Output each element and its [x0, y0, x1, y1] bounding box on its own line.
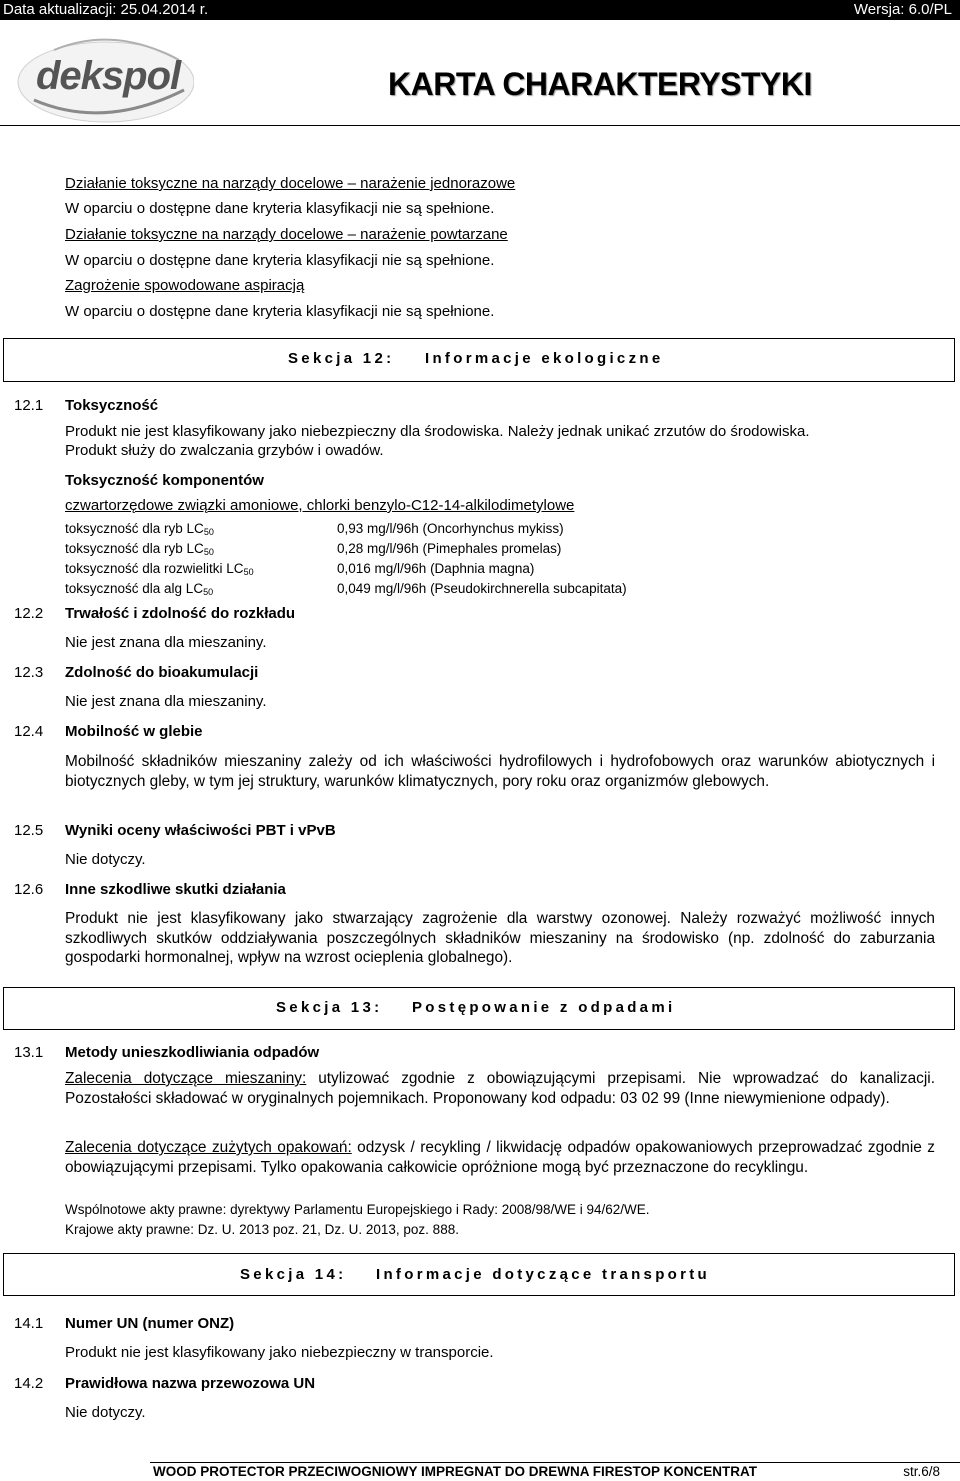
- toxicity-value: 0,28 mg/l/96h (Pimephales promelas): [337, 541, 562, 556]
- page-number: str.6/8: [903, 1464, 940, 1479]
- footer-product-name: WOOD PROTECTOR PRZECIWOGNIOWY IMPREGNAT DO DREWNA FIRESTOP KONCENTRAT: [153, 1464, 758, 1479]
- national-law: Krajowe akty prawne: Dz. U. 2013 poz. 21, Dz. U. 2013, poz. 888.: [65, 1222, 459, 1237]
- section-12-subtitle: Informacje ekologiczne: [425, 350, 664, 367]
- toxicity-label-subscript: 50: [243, 567, 254, 577]
- toxicity-label: toksyczność dla ryb LC: [65, 521, 204, 536]
- toxicity-label-subscript: 50: [203, 587, 214, 597]
- logo-text: dekspol: [36, 54, 181, 98]
- s13-1-heading: Metody unieszkodliwiania odpadów: [65, 1044, 320, 1061]
- s12-6-heading: Inne szkodliwe skutki działania: [65, 881, 286, 898]
- s12-3-heading: Zdolność do bioakumulacji: [65, 664, 259, 681]
- toxicity-row: [65, 579, 685, 599]
- section-12-title: Sekcja 12:: [288, 350, 395, 367]
- s12-1-text-b: Produkt służy do zwalczania grzybów i owadów.: [65, 442, 384, 459]
- components-heading: Toksyczność komponentów: [65, 472, 264, 489]
- s12-1-text: Produkt nie jest klasyfikowany jako niebezpieczny dla środowiska. Należy jednak unikać zrzutów do środowiska.: [65, 423, 810, 440]
- mixture-recommendation-label: Zalecenia dotyczące mieszaniny:: [65, 1070, 307, 1087]
- toxicity-value: 0,049 mg/l/96h (Pseudokirchnerella subcapitata): [337, 581, 627, 596]
- section-13-subtitle: Postępowanie z odpadami: [412, 999, 676, 1016]
- section-14-title: Sekcja 14:: [240, 1266, 347, 1283]
- toxicity-label-subscript: 50: [203, 547, 214, 557]
- s13-1-text-2: [65, 1138, 935, 1177]
- s14-1-text: Produkt nie jest klasyfikowany jako niebezpieczny w transporcie.: [65, 1344, 494, 1361]
- section-14-subtitle: Informacje dotyczące transportu: [376, 1266, 711, 1283]
- top-heading-2: Działanie toksyczne na narządy docelowe – narażenie powtarzane: [65, 226, 508, 243]
- top-text-1: W oparciu o dostępne dane kryteria klasyfikacji nie są spełnione.: [65, 200, 495, 217]
- document-title: KARTA CHARAKTERYSTYKI: [388, 66, 812, 102]
- update-date: Data aktualizacji: 25.04.2014 r.: [3, 1, 209, 18]
- toxicity-label-subscript: 50: [203, 527, 214, 537]
- company-logo: [14, 30, 194, 125]
- s12-1-heading: Toksyczność: [65, 397, 159, 414]
- top-text-2: W oparciu o dostępne dane kryteria klasyfikacji nie są spełnione.: [65, 252, 495, 269]
- s12-2-text: Nie jest znana dla mieszaniny.: [65, 634, 267, 651]
- top-heading-3: Zagrożenie spowodowane aspiracją: [65, 277, 305, 294]
- packaging-recommendation-label: Zalecenia dotyczące zużytych opakowań:: [65, 1139, 352, 1156]
- s12-5-heading: Wyniki oceny właściwości PBT i vPvB: [65, 822, 336, 839]
- toxicity-value: 0,016 mg/l/96h (Daphnia magna): [337, 561, 535, 576]
- s12-1-number: 12.1: [14, 397, 44, 414]
- top-text-3: W oparciu o dostępne dane kryteria klasyfikacji nie są spełnione.: [65, 303, 495, 320]
- section-13-title: Sekcja 13:: [276, 999, 383, 1016]
- s12-5-number: 12.5: [14, 822, 44, 839]
- s12-4-text: Mobilność składników mieszaniny zależy od ich właściwości hydrofilowych i hydrofobowych oraz warunków abiotycznych i biotycznych gleby, w tym jej struktury, warunków klimatycznych, pory roku oraz organizmów glebowych.: [65, 753, 935, 790]
- toxicity-label: toksyczność dla rozwielitki LC: [65, 561, 244, 576]
- s12-2-heading: Trwałość i zdolność do rozkładu: [65, 605, 296, 622]
- s12-4-number: 12.4: [14, 723, 44, 740]
- toxicity-row: [65, 539, 685, 559]
- eu-law: Wspólnotowe akty prawne: dyrektywy Parlamentu Europejskiego i Rady: 2008/98/WE i 94/62/WE.: [65, 1202, 650, 1217]
- s12-4-heading: Mobilność w glebie: [65, 723, 203, 740]
- packaging-recommendation-text: odzysk / recykling / likwidację odpadów opakowaniowych przeprowadzać zgodnie z obowiązującymi przepisami. Tylko opakowania całkowicie opróżnione mogą być przeznaczone do recyklingu.: [65, 1139, 935, 1176]
- toxicity-value: 0,93 mg/l/96h (Oncorhynchus mykiss): [337, 521, 564, 536]
- s12-5-text: Nie dotyczy.: [65, 851, 146, 868]
- s12-3-text: Nie jest znana dla mieszaniny.: [65, 693, 267, 710]
- s12-2-number: 12.2: [14, 605, 44, 622]
- toxicity-table: [65, 519, 685, 599]
- s13-1-number: 13.1: [14, 1044, 44, 1061]
- s14-2-number: 14.2: [14, 1375, 44, 1392]
- header-divider: [0, 125, 960, 126]
- s14-1-heading: Numer UN (numer ONZ): [65, 1315, 235, 1332]
- toxicity-row: [65, 519, 685, 539]
- mixture-recommendation-text: utylizować zgodnie z obowiązującymi przepisami. Nie wprowadzać do kanalizacji. Pozostałości składować w oryginalnych pojemnikach. Proponowany kod odpadu: 03 02 99 (Inne niewymienione odpady).: [65, 1070, 935, 1107]
- toxicity-label: toksyczność dla ryb LC: [65, 541, 204, 556]
- toxicity-label: toksyczność dla alg LC: [65, 581, 204, 596]
- s12-6-text: Produkt nie jest klasyfikowany jako stwarzający zagrożenie dla warstwy ozonowej. Należy rozważyć możliwość innych szkodliwych skutków oddziaływania poszczególnych składników mieszaniny na środowisko (np. zdolność do zaburzania gospodarki hormonalnej, wpływ na wzrost ocieplenia globalnego).: [65, 910, 935, 966]
- s13-1-text-1: [65, 1069, 935, 1108]
- toxicity-row: [65, 559, 685, 579]
- s14-2-text: Nie dotyczy.: [65, 1404, 146, 1421]
- s14-1-number: 14.1: [14, 1315, 44, 1332]
- s12-6-number: 12.6: [14, 881, 44, 898]
- component-name: czwartorzędowe związki amoniowe, chlorki benzylo-C12-14-alkilodimetylowe: [65, 497, 575, 514]
- top-heading-1: Działanie toksyczne na narządy docelowe – narażenie jednorazowe: [65, 175, 516, 192]
- s12-3-number: 12.3: [14, 664, 44, 681]
- footer-divider: [150, 1462, 960, 1463]
- s14-2-heading: Prawidłowa nazwa przewozowa UN: [65, 1375, 316, 1392]
- version: Wersja: 6.0/PL: [853, 1, 952, 18]
